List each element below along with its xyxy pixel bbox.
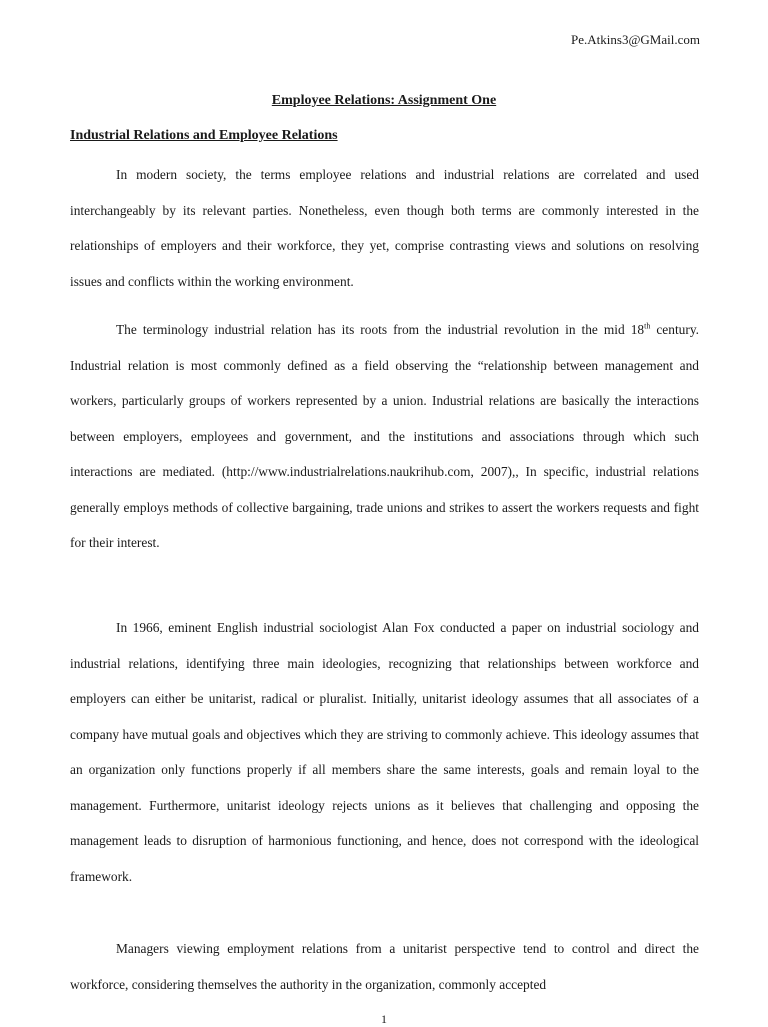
paragraph-2-text-start: The terminology industrial relation has its roots from the industrial revolution in the mid 18 — [116, 322, 645, 337]
document-title: Employee Relations: Assignment One — [271, 93, 497, 108]
paragraph-1: In modern society, the terms employee relations and industrial relations are correlated and used interchangeably by its relevant parties. Nonetheless, even though both terms are commonly interested in the relationships of employers and their workforce, they yet, comprise contrasting views and solutions on resolving issues and conflicts within the working environment. — [70, 167, 699, 289]
ordinal-superscript: th — [644, 321, 651, 331]
paragraph-2-text-end: century. Industrial relation is most commonly defined as a field observing the “relationship between management and workers, particularly groups of workers represented by a union. Industrial relations are basically the interactions between employers, employees and government, and the institutions and associations through which such interactions are mediated. (http://www.industrialrelations.naukrihub.com, 2007),, In specific, industrial relations generally employs methods of collective bargaining, trade unions and strikes to assert the workers requests and fight for their interest. — [70, 322, 699, 550]
author-email: Pe.Atkins3@GMail.com — [571, 32, 700, 47]
paragraph-2 — [70, 312, 699, 561]
page-number: 1 — [381, 1012, 387, 1026]
paragraph-4: Managers viewing employment relations from a unitarist perspective tend to control and direct the workforce, considering themselves the authority in the organization, commonly accepted — [70, 941, 699, 992]
paragraph-3: In 1966, eminent English industrial sociologist Alan Fox conducted a paper on industrial sociology and industrial relations, identifying three main ideologies, recognizing that relationships between workforce and employers can either be unitarist, radical or pluralist. Initially, unitarist ideology assumes that all associates of a company have mutual goals and objectives which they are striving to commonly achieve. This ideology assumes that an organization only functions properly if all members share the same interests, goals and remain loyal to the management. Furthermore, unitarist ideology rejects unions as it believes that challenging and opposing the management leads to disruption of harmonious functioning, and hence, does not correspond with the ideological framework. — [70, 620, 699, 884]
section-heading: Industrial Relations and Employee Relations — [70, 128, 338, 143]
